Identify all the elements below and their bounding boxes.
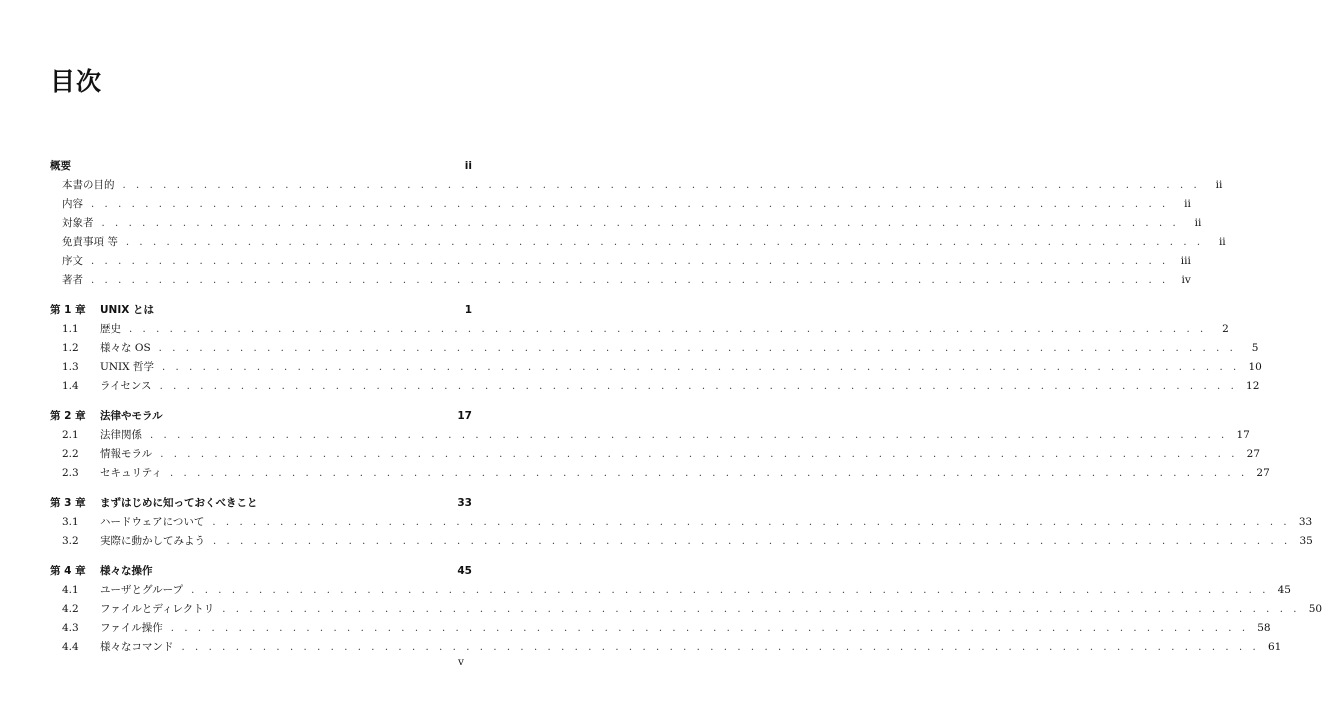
chapter-page: 45 [457,565,472,577]
dot-leader: . . . . . . . . . . . . . . . . . . . . . . . . . . . . . . . . . . . . . . . . . . . . . . . . . . . . . . . . . . . . . . . . . . . . . . . . . . . . . . . . [91,275,1169,286]
dot-leader: . . . . . . . . . . . . . . . . . . . . . . . . . . . . . . . . . . . . . . . . . . . . . . . . . . . . . . . . . . . . . . . . . . . . . . . . . . . . . . . . [158,343,1237,354]
toc-chapter[interactable] [50,301,472,320]
chapter-title: 様々な操作 [100,565,153,577]
chapter-number: 第 4 章 [50,565,86,577]
dot-leader: . . . . . . . . . . . . . . . . . . . . . . . . . . . . . . . . . . . . . . . . . . . . . . . . . . . . . . . . . . . . . . . . . . . . . . . . . . . . . . . . [122,180,1201,191]
dot-leader: . . . . . . . . . . . . . . . . . . . . . . . . . . . . . . . . . . . . . . . . . . . . . . . . . . . . . . . . . . . . . . . . . . . . . . . . . . . . . . . . [125,237,1204,248]
section-page: 27 [1246,448,1261,460]
toc-section[interactable] [50,233,1226,252]
toc-section[interactable] [50,377,1260,396]
dot-leader: . . . . . . . . . . . . . . . . . . . . . . . . . . . . . . . . . . . . . . . . . . . . . . . . . . . . . . . . . . . . . . . . . . . . . . . . . . . . . . . . [162,362,1240,373]
section-page: iii [1180,255,1191,267]
chapter-page: 1 [464,304,472,316]
section-title: ハードウェアについて [100,516,205,528]
section-page: iv [1181,274,1191,286]
toc-section[interactable] [50,339,1259,358]
dot-leader: . . . . . . . . . . . . . . . . . . . . . . . . . . . . . . . . . . . . . . . . . . . . . . . . . . . . . . . . . . . . . . . . . . . . . . . . . . . . . . . . [191,585,1269,596]
section-page: 5 [1251,342,1259,354]
dot-leader: . . . . . . . . . . . . . . . . . . . . . . . . . . . . . . . . . . . . . . . . . . . . . . . . . . . . . . . . . . . . . . . . . . . . . . . . . . . . . . . . [159,381,1238,392]
section-title: ファイル操作 [100,622,163,634]
section-number: 2.2 [62,448,79,460]
toc-section[interactable] [50,252,1191,271]
section-title: ライセンス [100,380,152,392]
section-title: 様々なコマンド [100,641,174,653]
toc-chapter[interactable] [50,407,472,426]
section-page: 58 [1257,622,1271,634]
section-title: 本書の目的 [62,179,115,191]
section-number: 3.1 [62,516,79,528]
section-number: 4.2 [62,603,79,615]
section-page: 45 [1277,584,1291,596]
section-page: 33 [1298,516,1313,528]
section-title: UNIX 哲学 [100,361,154,373]
page-number: v [458,656,464,668]
section-page: 27 [1256,467,1270,479]
section-title: ユーザとグループ [100,584,184,596]
section-number: 4.4 [62,641,79,653]
chapter-page: 33 [457,497,472,509]
toc-section[interactable] [50,271,1191,290]
dot-leader: . . . . . . . . . . . . . . . . . . . . . . . . . . . . . . . . . . . . . . . . . . . . . . . . . . . . . . . . . . . . . . . . . . . . . . . . . . . . . . . . [91,256,1169,267]
section-title: 歴史 [100,323,121,335]
dot-leader: . . . . . . . . . . . . . . . . . . . . . . . . . . . . . . . . . . . . . . . . . . . . . . . . . . . . . . . . . . . . . . . . . . . . . . . . . . . . . . . . [212,517,1291,528]
section-number: 1.3 [62,361,79,373]
toc-section[interactable] [50,358,1262,377]
dot-leader: . . . . . . . . . . . . . . . . . . . . . . . . . . . . . . . . . . . . . . . . . . . . . . . . . . . . . . . . . . . . . . . . . . . . . . . . . . . . . . . . [101,218,1180,229]
section-number: 1.4 [62,380,79,392]
section-page: ii [1194,217,1202,229]
section-title: 序文 [62,255,83,267]
chapter-number: 第 3 章 [50,497,86,509]
section-number: 2.1 [62,429,79,441]
dot-leader: . . . . . . . . . . . . . . . . . . . . . . . . . . . . . . . . . . . . . . . . . . . . . . . . . . . . . . . . . . . . . . . . . . . . . . . . . . . . . . . . [213,536,1291,547]
section-title: 対象者 [62,217,94,229]
section-title: 法律関係 [100,429,142,441]
section-title: 著者 [62,274,83,286]
toc-section[interactable] [50,619,1271,638]
toc-chapter[interactable] [50,494,472,513]
section-number: 4.1 [62,584,79,596]
toc-chapter[interactable] [50,157,472,176]
section-page: 35 [1299,535,1313,547]
chapter-title: 概要 [50,160,71,172]
toc-section[interactable] [50,445,1261,464]
toc-section[interactable] [50,464,1270,483]
section-title: 免責事項 等 [62,236,118,248]
toc-section[interactable] [50,195,1191,214]
section-page: 61 [1267,641,1282,653]
section-page: ii [1215,179,1223,191]
toc-section[interactable] [50,513,1313,532]
chapter-number: 第 2 章 [50,410,86,422]
toc-section[interactable] [50,320,1229,339]
table-of-contents [50,157,1322,657]
toc-section[interactable] [50,638,1282,657]
toc-section[interactable] [50,176,1223,195]
section-number: 4.3 [62,622,79,634]
toc-section[interactable] [50,581,1291,600]
toc-section[interactable] [50,532,1313,551]
section-number: 1.1 [62,323,79,335]
chapter-page: ii [464,160,472,172]
dot-leader: . . . . . . . . . . . . . . . . . . . . . . . . . . . . . . . . . . . . . . . . . . . . . . . . . . . . . . . . . . . . . . . . . . . . . . . . . . . . . . . . [160,449,1239,460]
section-page: ii [1218,236,1226,248]
section-number: 2.3 [62,467,79,479]
toc-chapter[interactable] [50,562,472,581]
section-title: 情報モラル [100,448,153,460]
section-page: 2 [1222,323,1229,335]
section-page: 12 [1246,380,1260,392]
section-page: 10 [1248,361,1262,373]
dot-leader: . . . . . . . . . . . . . . . . . . . . . . . . . . . . . . . . . . . . . . . . . . . . . . . . . . . . . . . . . . . . . . . . . . . . . . . . . . . . . . . . [169,468,1248,479]
page-title: 目次 [50,67,103,96]
chapter-title: まずはじめに知っておくべきこと [100,497,258,509]
chapter-number: 第 1 章 [50,304,86,316]
section-number: 1.2 [62,342,79,354]
dot-leader: . . . . . . . . . . . . . . . . . . . . . . . . . . . . . . . . . . . . . . . . . . . . . . . . . . . . . . . . . . . . . . . . . . . . . . . . . . . . . . . . [129,324,1207,335]
section-title: 実際に動かしてみよう [100,535,205,547]
section-page: 50 [1308,603,1322,615]
section-number: 3.2 [62,535,79,547]
section-title: ファイルとディレクトリ [100,603,215,615]
toc-section[interactable] [50,426,1250,445]
chapter-title: 法律やモラル [100,410,163,422]
toc-section[interactable] [50,600,1322,619]
dot-leader: . . . . . . . . . . . . . . . . . . . . . . . . . . . . . . . . . . . . . . . . . . . . . . . . . . . . . . . . . . . . . . . . . . . . . . . . . . . . . . . . [150,430,1228,441]
section-title: 内容 [62,198,83,210]
section-page: 17 [1236,429,1250,441]
section-page: ii [1184,198,1191,210]
dot-leader: . . . . . . . . . . . . . . . . . . . . . . . . . . . . . . . . . . . . . . . . . . . . . . . . . . . . . . . . . . . . . . . . . . . . . . . . . . . . . . . . [170,623,1249,634]
section-title: 様々な OS [100,342,151,354]
chapter-title: UNIX とは [100,304,154,316]
toc-section[interactable] [50,214,1202,233]
dot-leader: . . . . . . . . . . . . . . . . . . . . . . . . . . . . . . . . . . . . . . . . . . . . . . . . . . . . . . . . . . . . . . . . . . . . . . . . . . . . . . . . [181,642,1260,653]
section-title: セキュリティ [100,467,162,479]
chapter-page: 17 [457,410,472,422]
dot-leader: . . . . . . . . . . . . . . . . . . . . . . . . . . . . . . . . . . . . . . . . . . . . . . . . . . . . . . . . . . . . . . . . . . . . . . . . . . . . . . . . [91,199,1169,210]
dot-leader: . . . . . . . . . . . . . . . . . . . . . . . . . . . . . . . . . . . . . . . . . . . . . . . . . . . . . . . . . . . . . . . . . . . . . . . . . . . . . . . . [222,604,1301,615]
